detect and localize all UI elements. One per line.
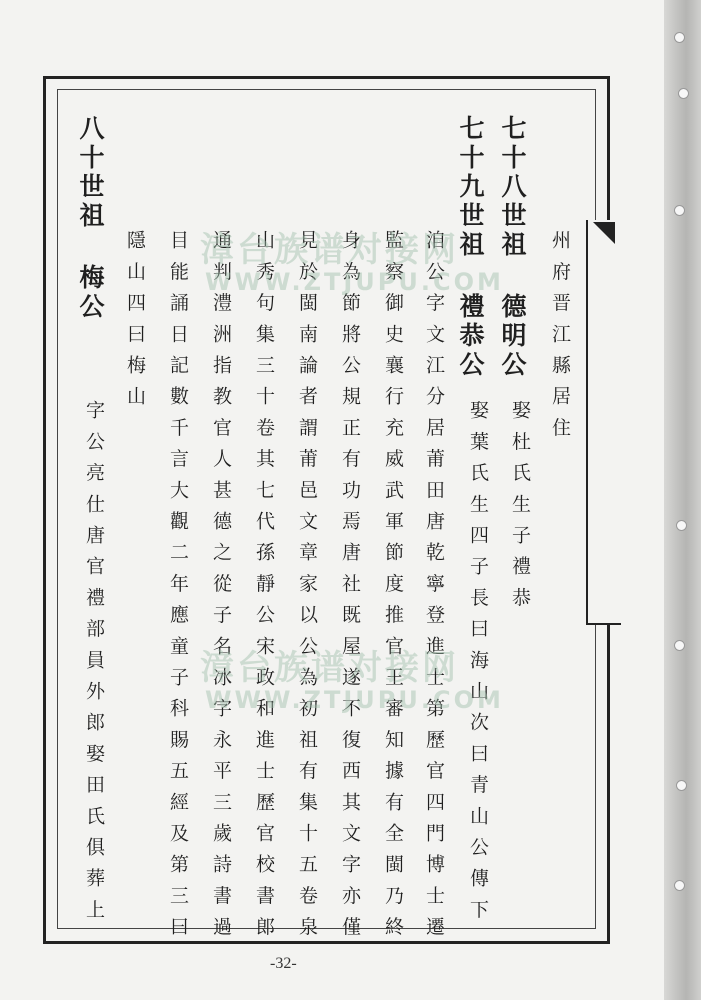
- binding-hole-icon: [678, 88, 689, 99]
- gen79-line-2: 洎公字文江分居莆田唐乾寧登進士第歷官四門博士遷: [423, 230, 445, 948]
- gen79-line-5: 見於閩南論者謂莆邑文章家以公為初祖有集十五卷泉: [296, 230, 318, 948]
- gen79-line-4: 身為節將公規正有功焉唐社既屋遂不復西其文字亦僅: [339, 230, 361, 948]
- binding-hole-icon: [674, 880, 685, 891]
- watermark-cn-top: 漳台族谱对接网: [200, 230, 459, 270]
- binding-hole-icon: [676, 520, 687, 531]
- binding-hole-icon: [674, 640, 685, 651]
- corner-mark-icon: [593, 222, 615, 244]
- watermark-en-top: WWW.ZTJUPU.COM: [205, 268, 504, 296]
- binding-hole-icon: [676, 780, 687, 791]
- book-title-box: [586, 220, 621, 625]
- gen79-line-9: 隱山四曰梅山: [124, 230, 146, 418]
- gen80-text: 字公亮仕唐官禮部員外郎娶田氏俱葬上: [83, 400, 105, 931]
- gen79-line-7: 通判澧洲指教官人甚德之從子名冰字永平三歲詩書過: [210, 230, 232, 948]
- page-number: -32-: [270, 955, 297, 972]
- watermark-en-bottom: WWW.ZTJUPU.COM: [205, 686, 504, 714]
- binding-hole-icon: [674, 32, 685, 43]
- gen80-title: 八十世祖 梅公: [76, 115, 105, 322]
- gen78-title: 七十八世祖 德明公: [498, 115, 527, 380]
- binding-strip: [664, 0, 701, 1000]
- gen79-line-1: 娶葉氏生四子長曰海山次曰青山公傳下: [467, 400, 489, 931]
- gen78-text: 娶杜氏生子禮恭: [509, 400, 531, 619]
- gen79-line-8: 目能誦日記數千言大觀二年應童子科賜五經及第三曰: [167, 230, 189, 948]
- gen79-line-6: 山秀句集三十卷其七代孫靜公宋政和進士歷官校書郎: [253, 230, 275, 948]
- binding-hole-icon: [674, 205, 685, 216]
- continuation-text: 州府晋江縣居住: [549, 230, 571, 449]
- gen79-title: 七十九世祖 禮恭公: [456, 115, 485, 380]
- watermark-cn-bottom: 漳台族谱对接网: [200, 648, 459, 688]
- gen79-line-3: 監察御史襄行充威武軍節度推官王審知據有全閩乃終: [382, 230, 404, 948]
